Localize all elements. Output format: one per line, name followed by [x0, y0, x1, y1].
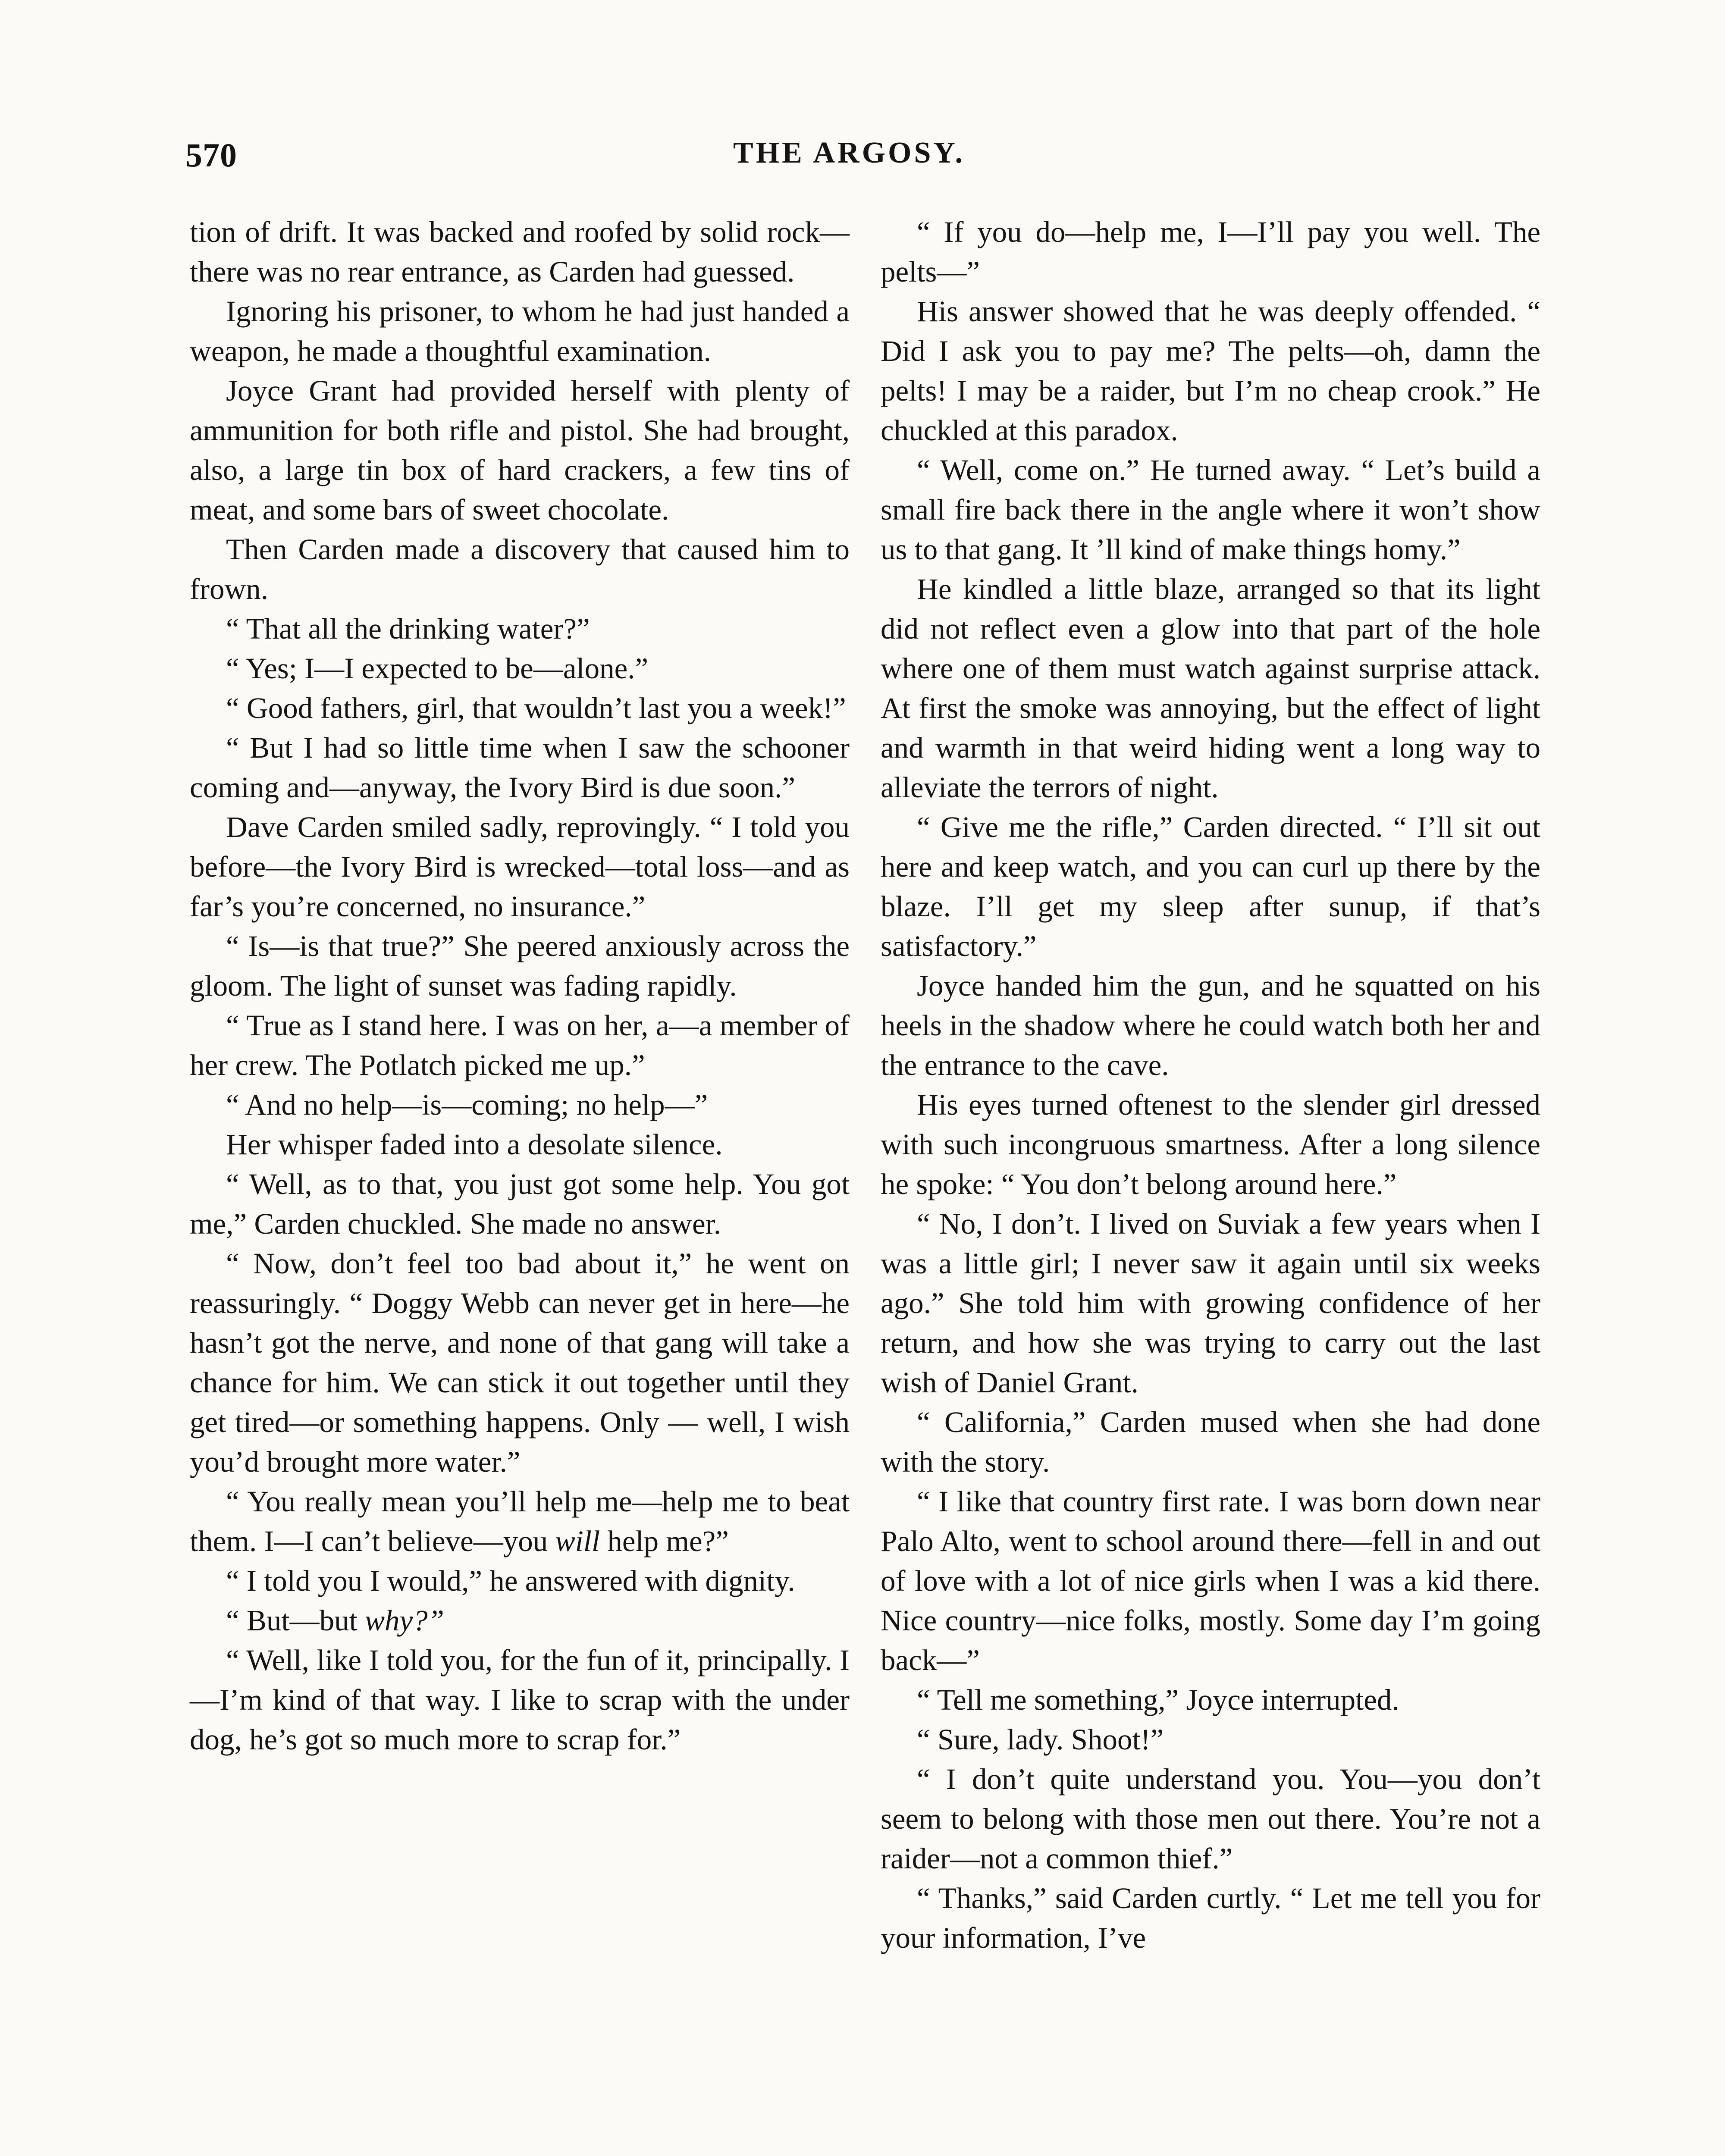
paragraph: Dave Carden smiled sadly, reprovingly. “ I told you before—the Ivory Bird is wrecked—total loss—and as far’s you’re concerned, no insurance.” [190, 811, 850, 923]
paragraph: “ Tell me something,” Joyce interrupted. [917, 1683, 1399, 1716]
paragraph: “ If you do—help me, I—I’ll pay you well. The pelts—” [881, 216, 1540, 288]
paragraph: “ Well, come on.” He turned away. “ Let’s build a small fire back there in the angle where it won’t show us to that gang. It ’ll kind of make things homy.” [881, 454, 1540, 566]
paragraph: Then Carden made a discovery that caused him to frown. [190, 533, 850, 605]
paragraph: “ No, I don’t. I lived on Suviak a few years when I was a little girl; I never saw it again until six weeks ago.” She told him with growing confidence of her return, and how she was trying to carry out the last wish of Daniel Grant. [881, 1207, 1540, 1399]
paragraph: “ But I had so little time when I saw the schooner coming and—anyway, the Ivory Bird is due soon.” [190, 731, 850, 804]
italic-word: will [555, 1525, 600, 1557]
right-column [881, 212, 1540, 1958]
paragraph: “ Well, like I told you, for the fun of it, principally. I—I’m kind of that way. I like to scrap with the under dog, he’s got so much more to scrap for.” [190, 1644, 850, 1756]
paragraph: His eyes turned oftenest to the slender girl dressed with such incongruous smartness. After a long silence he spoke: “ You don’t belong around here.” [881, 1088, 1540, 1200]
paragraph: “ True as I stand here. I was on her, a—a member of her crew. The Potlatch picked me up.” [190, 1009, 850, 1081]
paragraph: “ Thanks,” said Carden curtly. “ Let me tell you for your information, I’ve [881, 1882, 1540, 1954]
paragraph: “ Is—is that true?” She peered anxiously across the gloom. The light of sunset was fading rapidly. [190, 930, 850, 1002]
paragraph-text: “ But—but [226, 1604, 358, 1637]
paragraph: His answer showed that he was deeply offended. “ Did I ask you to pay me? The pelts—oh, damn the pelts! I may be a raider, but I’m no cheap crook.” He chuckled at this paradox. [881, 295, 1540, 447]
paragraph: “ Give me the rifle,” Carden directed. “ I’ll sit out here and keep watch, and you can curl up there by the blaze. I’ll get my sleep after sunup, if that’s satisfactory.” [881, 811, 1540, 962]
paragraph: “ I told you I would,” he answered with dignity. [226, 1564, 795, 1597]
italic-word: why?” [365, 1604, 445, 1637]
paragraph [190, 1482, 850, 1561]
paragraph-text: “ You really mean you’ll help me—help me to beat them. I—I can’t believe—you [190, 1485, 850, 1557]
paragraph [190, 1601, 850, 1640]
paragraph: Her whisper faded into a desolate silence. [226, 1128, 723, 1161]
paragraph: “ Well, as to that, you just got some help. You got me,” Carden chuckled. She made no answer. [190, 1168, 850, 1240]
paragraph: “ Yes; I—I expected to be—alone.” [226, 652, 649, 685]
paragraph: “ Good fathers, girl, that wouldn’t last you a week!” [226, 692, 846, 724]
paragraph: “ I like that country first rate. I was born down near Palo Alto, went to school around there—fell in and out of love with a lot of nice girls when I was a kid there. Nice country—nice folks, mostly. Some day I’m going back—” [881, 1485, 1540, 1677]
paragraph: “ Now, don’t feel too bad about it,” he went on reassuringly. “ Doggy Webb can never get in here—he hasn’t got the nerve, and none of that gang will take a chance for him. We can stick it out together until they get tired—or something happens. Only — well, I wish you’d brought more water.” [190, 1247, 850, 1478]
paragraph: Joyce handed him the gun, and he squatted on his heels in the shadow where he could watch both her and the entrance to the cave. [881, 969, 1540, 1081]
paragraph: He kindled a little blaze, arranged so that its light did not reflect even a glow into that part of the hole where one of them must watch against surprise attack. At first the smoke was annoying, but the effect of light and warmth in that weird hiding went a long way to alleviate the terrors of night. [881, 573, 1540, 804]
paragraph: tion of drift. It was backed and roofed by solid rock—there was no rear entrance, as Carden had guessed. [190, 216, 850, 288]
paragraph: Joyce Grant had provided herself with plenty of ammunition for both rifle and pistol. She had brought, also, a large tin box of hard crackers, a few tins of meat, and some bars of sweet chocolate. [190, 374, 850, 526]
left-column [190, 212, 850, 1759]
paragraph: “ And no help—is—coming; no help—” [226, 1088, 708, 1121]
paragraph: “ That all the drinking water?” [226, 612, 590, 645]
paragraph-text: help me?” [607, 1525, 729, 1557]
paragraph: “ I don’t quite understand you. You—you don’t seem to belong with those men out there. You’re not a raider—not a common thief.” [881, 1763, 1540, 1875]
paragraph: “ California,” Carden mused when she had done with the story. [881, 1406, 1540, 1478]
running-head: THE ARGOSY. [733, 136, 966, 169]
page-number: 570 [185, 136, 237, 174]
paragraph: “ Sure, lady. Shoot!” [917, 1723, 1164, 1756]
paragraph: Ignoring his prisoner, to whom he had just handed a weapon, he made a thoughtful examination. [190, 295, 850, 367]
